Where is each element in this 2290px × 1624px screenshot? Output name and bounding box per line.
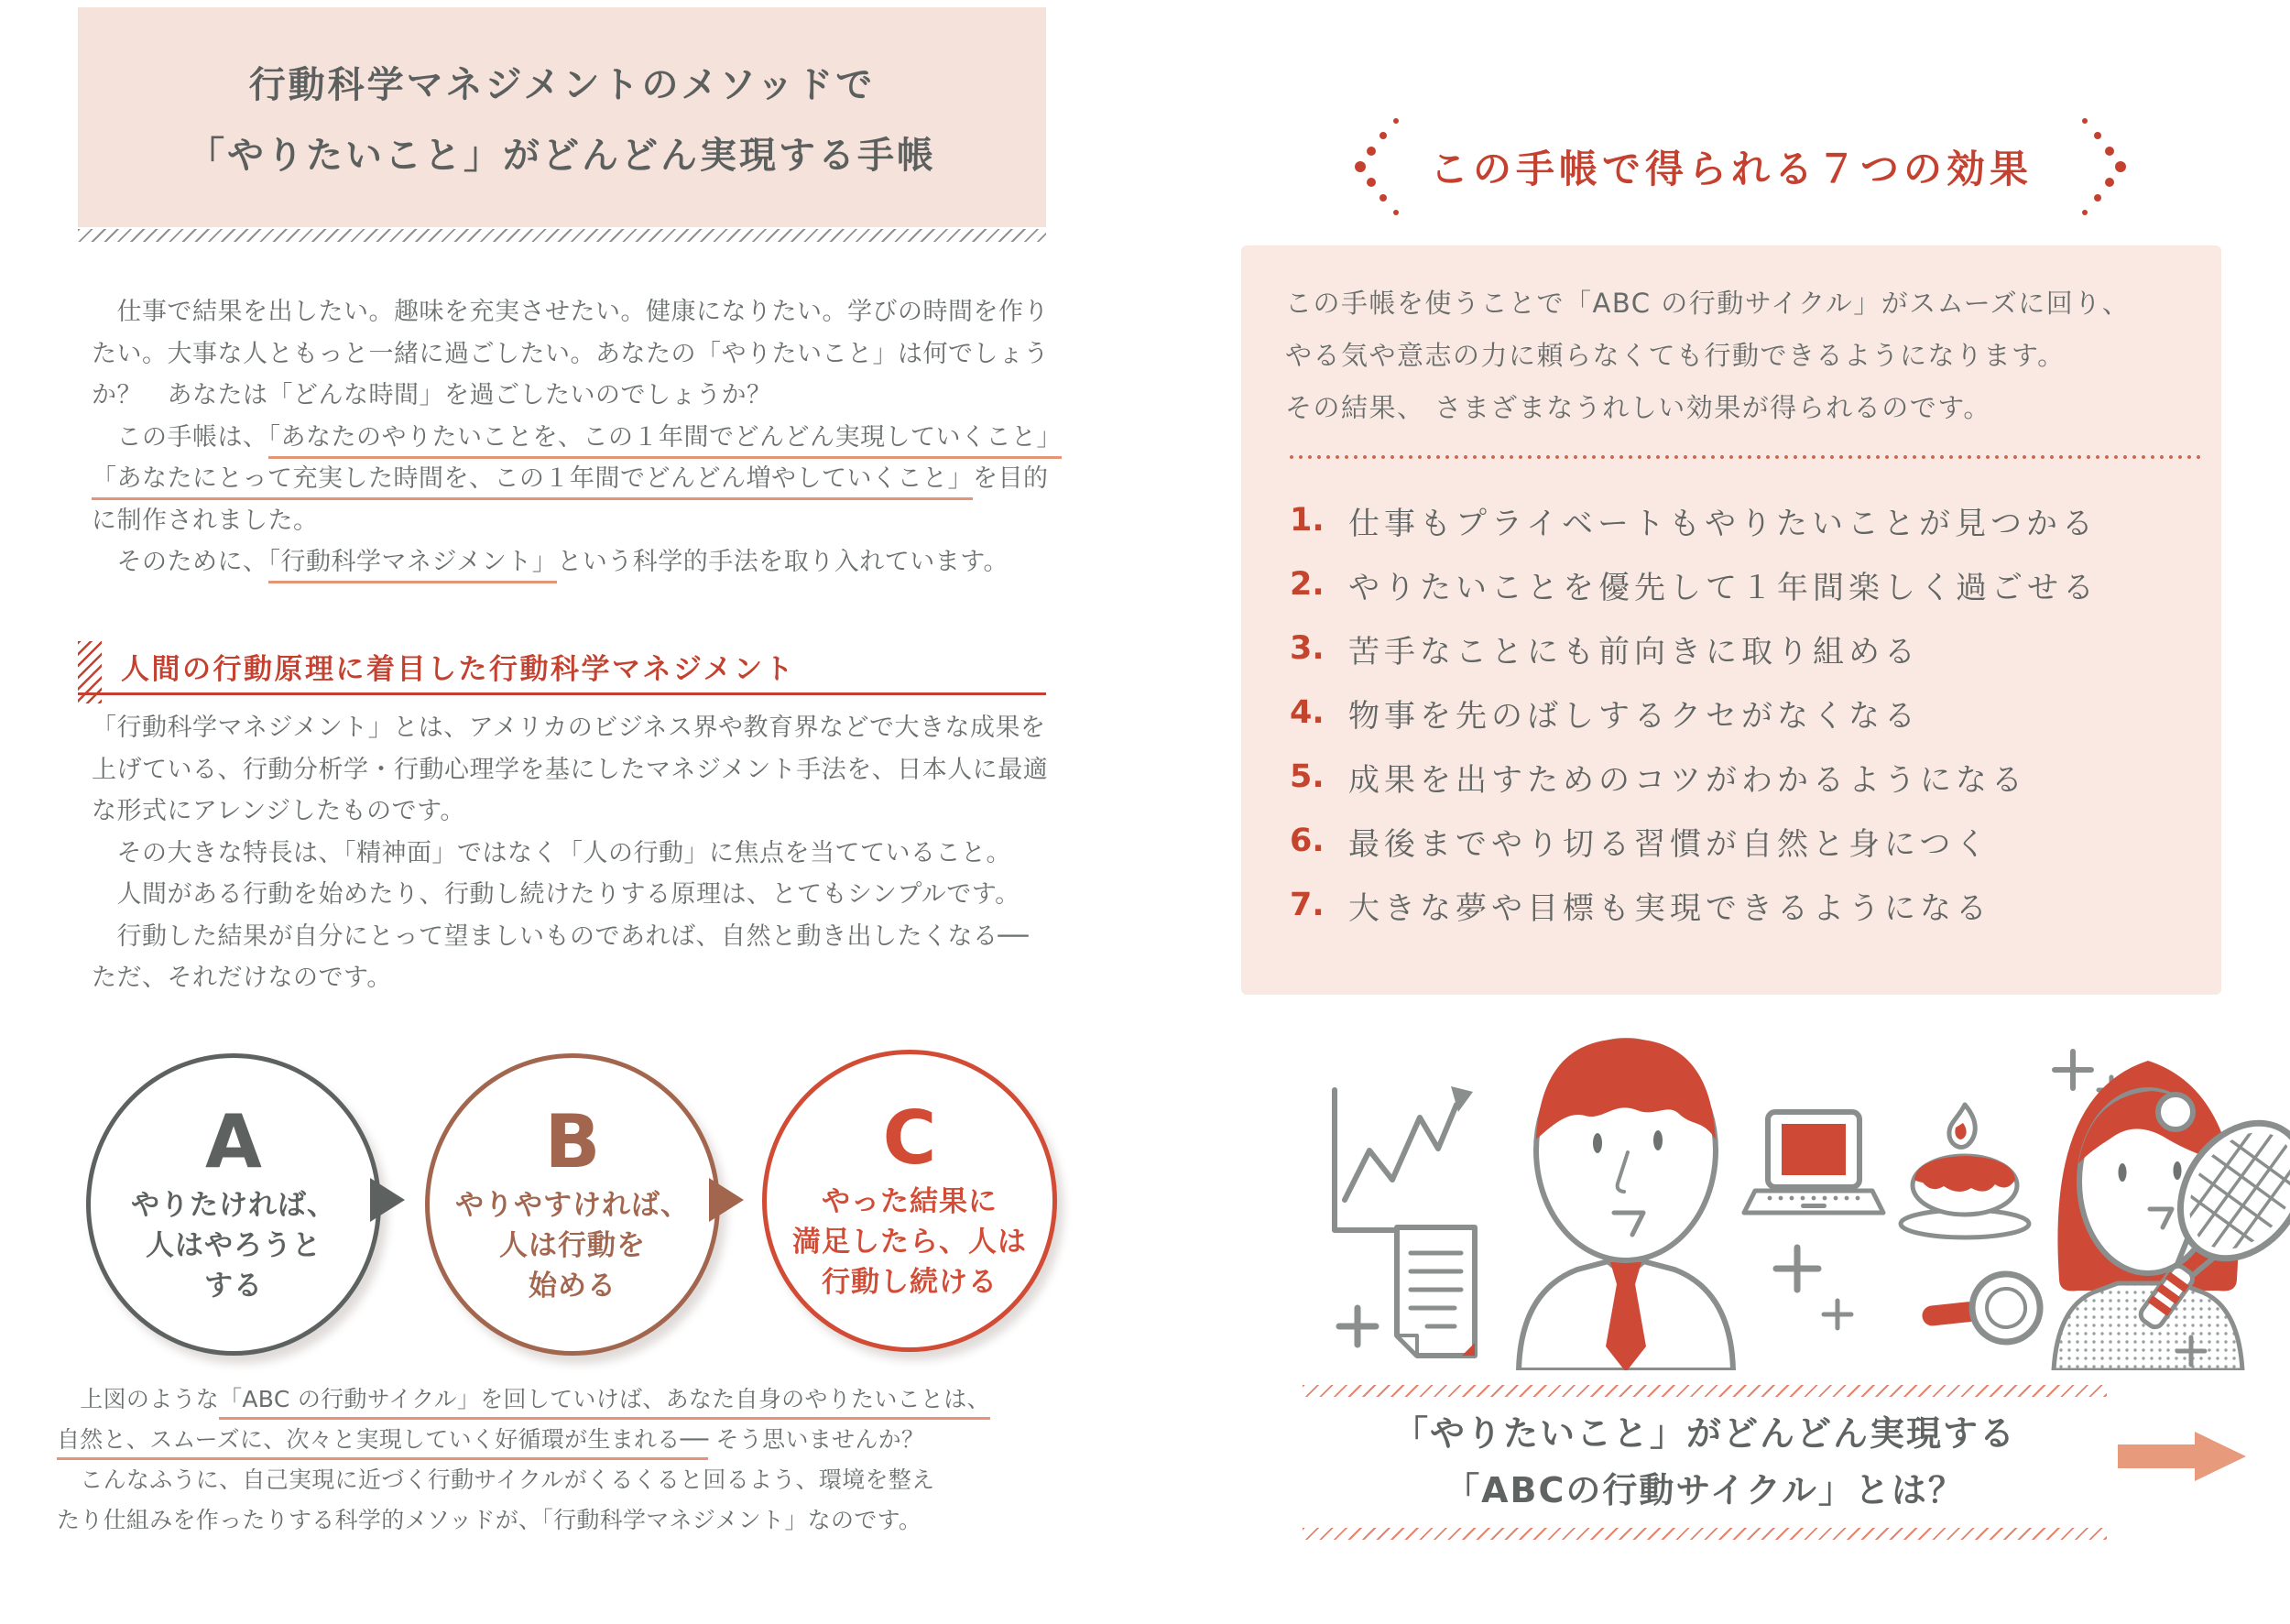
right-arrow-icon xyxy=(2118,1444,2197,1468)
text-segment: 仕事で結果を出したい。趣味を充実させたい。健康になりたい。学びの時間を作り xyxy=(92,298,1049,326)
text-segment: そのために、 xyxy=(92,548,268,576)
plus-icon xyxy=(1776,1248,1818,1290)
text-line xyxy=(92,458,1062,500)
text-segment: 上げている、行動分析学・行動心理学を基にしたマネジメント手法を、日本人に最適 xyxy=(92,755,1049,784)
footer-line1: 「やりたいこと」がどんどん実現する xyxy=(1392,1413,2016,1454)
item-text: やりたいことを優先して１年間楽しく過ごせる xyxy=(1348,569,2099,606)
effects-list xyxy=(1290,488,2099,937)
dotted-divider xyxy=(1287,454,2205,460)
list-item xyxy=(1290,681,2099,745)
circle-a-text: する xyxy=(204,1270,263,1302)
underlined-text: 「あなたにとって充実した時間を、この１年間でどんどん増やしていくこと」 xyxy=(92,464,973,500)
text-segment: 行動した結果が自分にとって望ましいものであれば、自然と動き出したくなる── xyxy=(92,921,1029,951)
text-segment: 「行動科学マネジメント」とは、アメリカのビジネス界や教育界などで大きな成果を xyxy=(92,714,1046,742)
text-segment: に制作されました。 xyxy=(92,506,319,535)
text-line: やる気や意志の力に頼らなくても行動できるようになります。 xyxy=(1285,340,2066,371)
footer-teaser xyxy=(1303,1405,2107,1519)
laptop-icon xyxy=(1744,1112,1883,1213)
left-header-banner xyxy=(78,7,1046,227)
text-line xyxy=(92,291,1062,333)
text-line xyxy=(92,874,1048,916)
text-line xyxy=(57,1460,990,1500)
list-item xyxy=(1290,809,2099,873)
chart-icon xyxy=(1335,1086,1473,1230)
abc-circle-b xyxy=(425,1053,720,1356)
item-number: 5. xyxy=(1290,758,1325,795)
section-heading: 人間の行動原理に着目した行動科学マネジメント xyxy=(121,653,796,686)
item-text: 大きな夢や目標も実現できるようになる xyxy=(1348,889,1991,927)
circle-a-text: やりたければ、 xyxy=(131,1189,336,1222)
document-icon xyxy=(1397,1227,1475,1356)
item-text: 苦手なことにも前向きに取り組める xyxy=(1348,633,1920,670)
left-header-line1: 行動科学マネジメントのメソッドで xyxy=(248,64,876,106)
abc-cycle-illustration xyxy=(1282,1033,2290,1370)
circle-b-text: 始める xyxy=(529,1270,616,1302)
item-number: 2. xyxy=(1290,566,1325,603)
outro-paragraph xyxy=(57,1379,990,1541)
text-segment: を目的 xyxy=(972,464,1049,493)
underlined-text: 「行動科学マネジメント」 xyxy=(268,548,558,583)
arrow-a-to-b-icon xyxy=(370,1178,405,1222)
text-segment: 上図のような xyxy=(57,1386,220,1412)
plus-icon xyxy=(1824,1301,1851,1328)
text-line xyxy=(57,1500,990,1541)
gray-hatch-divider xyxy=(78,229,1046,242)
text-segment: たり仕組みを作ったりする科学的メソッドが、「行動科学マネジメント」なのです。 xyxy=(57,1507,922,1533)
effects-intro xyxy=(1285,278,2130,434)
frying-pan-icon xyxy=(1919,1270,2044,1350)
text-line xyxy=(92,417,1062,459)
text-line xyxy=(92,500,1062,542)
list-item xyxy=(1290,616,2099,681)
text-line xyxy=(92,333,1062,376)
text-line: その結果、 さまざまなうれしい効果が得られるのです。 xyxy=(1285,392,1991,423)
item-text: 成果を出すためのコツがわかるようになる xyxy=(1348,761,2027,799)
text-line xyxy=(92,707,1048,749)
text-line: この手帳を使うことで「ABC の行動サイクル」がスムーズに回り、 xyxy=(1285,288,2131,319)
underlined-text: 「あなたのやりたいことを、この１年間でどんどん実現していくこと」 xyxy=(268,423,1063,459)
effects-title: この手帳で得られる７つの効果 xyxy=(1429,147,2033,191)
man-avatar xyxy=(1519,1039,1733,1370)
item-number: 4. xyxy=(1290,694,1325,731)
text-line xyxy=(92,749,1048,791)
circle-b-text: やりやすければ、 xyxy=(455,1189,690,1222)
left-header-line2: 「やりたいこと」がどんどん実現する手帳 xyxy=(188,135,936,177)
text-segment: という科学的手法を取り入れています。 xyxy=(557,548,1009,576)
circle-a-letter: A xyxy=(205,1099,262,1184)
text-segment: この手帳は、 xyxy=(92,422,268,452)
text-segment: たい。大事な人ともっと一緒に過ごしたい。あなたの「やりたいこと」は何でしょう xyxy=(92,339,1049,368)
text-line xyxy=(92,375,1062,417)
list-item xyxy=(1290,745,2099,809)
circle-b-text: 人は行動を xyxy=(499,1229,646,1262)
circle-a-text: 人はやろうと xyxy=(146,1229,322,1262)
text-segment: な形式にアレンジしたものです。 xyxy=(92,797,465,825)
body-paragraph xyxy=(92,707,1048,999)
circle-c-letter: C xyxy=(882,1095,937,1181)
list-item xyxy=(1290,552,2099,616)
list-item xyxy=(1290,873,2099,937)
item-text: 物事を先のばしするクセがなくなる xyxy=(1348,697,1920,735)
text-segment: こんなふうに、自己実現に近づく行動サイクルがくるくると回るよう、環境を整え xyxy=(57,1466,935,1493)
text-segment: そう思いませんか？ xyxy=(708,1426,925,1453)
tennis-ball-icon xyxy=(2158,1095,2193,1129)
text-segment: か？ あなたは「どんな時間」を過ごしたいのでしょうか？ xyxy=(92,381,772,409)
circle-b-letter: B xyxy=(544,1099,601,1184)
title-deco-right-icon xyxy=(2072,112,2136,222)
plus-icon xyxy=(1339,1308,1376,1345)
text-line xyxy=(92,957,1048,999)
circle-c-text: 満足したら、人は xyxy=(792,1226,1027,1259)
text-line xyxy=(92,790,1048,833)
item-text: 仕事もプライベートもやりたいことが見つかる xyxy=(1348,505,2098,542)
abc-circle-c xyxy=(762,1050,1057,1352)
intro-paragraph xyxy=(92,291,1062,583)
item-text: 最後までやり切る習慣が自然と身につく xyxy=(1348,825,1991,863)
plus-icon xyxy=(2055,1052,2091,1088)
underlined-text: 「ABC の行動サイクル」を回していけば、あなた自身のやりたいことは、 xyxy=(219,1386,990,1420)
item-number: 1. xyxy=(1290,502,1325,539)
item-number: 3. xyxy=(1290,630,1325,667)
abc-circle-a xyxy=(86,1053,381,1356)
item-number: 6. xyxy=(1290,823,1325,859)
item-number: 7. xyxy=(1290,887,1325,923)
section-underline xyxy=(78,692,1046,695)
text-segment: その大きな特長は、「精神面」ではなく「人の行動」に焦点を当てていること。 xyxy=(92,838,1011,867)
footer-line2: 「ABCの行動サイクル」とは？ xyxy=(1445,1470,1965,1510)
salmon-hatch-bottom xyxy=(1303,1528,2107,1540)
arrow-b-to-c-icon xyxy=(709,1178,744,1222)
circle-c-text: 行動し続ける xyxy=(822,1266,998,1299)
right-arrow-head-icon xyxy=(2195,1432,2246,1481)
list-item xyxy=(1290,488,2099,552)
cake-icon xyxy=(1901,1105,2029,1237)
text-line xyxy=(57,1420,990,1460)
text-line xyxy=(92,916,1048,958)
text-line xyxy=(57,1379,990,1420)
text-line xyxy=(92,833,1048,875)
text-segment: ただ、それだけなのです。 xyxy=(92,964,392,992)
circle-c-text: やった結果に xyxy=(822,1185,998,1218)
underlined-text: 自然と、スムーズに、次々と実現していく好循環が生まれる── xyxy=(57,1426,708,1460)
text-segment: 人間がある行動を始めたり、行動し続けたりする原理は、とてもシンプルです。 xyxy=(92,880,1020,909)
salmon-hatch-top xyxy=(1303,1385,2107,1397)
text-line xyxy=(92,541,1062,583)
